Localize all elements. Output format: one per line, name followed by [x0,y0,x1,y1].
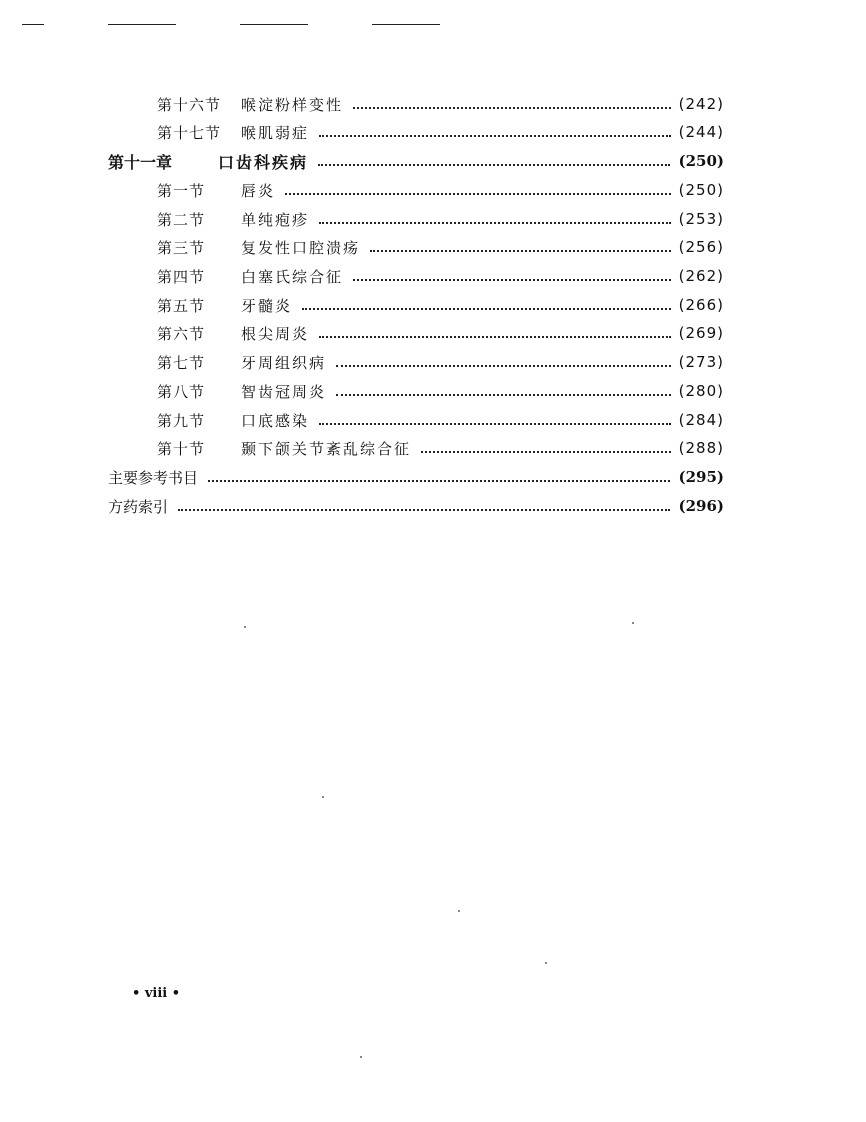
section-number: 第十七节 [157,123,222,142]
dot-leader [319,221,671,224]
dot-leader [319,422,671,425]
dot-leader [353,278,671,281]
scan-speck [322,796,324,798]
section-number: 第八节 [157,382,206,401]
page-number: (269) [678,324,724,342]
toc-entry[interactable] [157,262,724,290]
page-number: (288) [678,439,724,457]
page-number: (266) [678,296,724,314]
page-folio: • viii • [132,986,181,1001]
page-number: (250) [678,152,724,170]
scan-speck [632,622,634,624]
dot-leader [336,393,671,396]
toc-entry[interactable] [157,118,724,146]
section-title: 唇炎 [241,181,276,200]
scan-speck [360,1056,362,1058]
section-title: 单纯疱疹 [241,210,310,229]
section-number: 第十节 [157,439,206,458]
entry-title: 主要参考书目 [108,468,199,487]
page-number: (295) [678,468,724,486]
toc-entry[interactable] [157,348,724,376]
toc-entry[interactable] [157,319,724,347]
dot-leader [285,192,671,195]
page-number: (253) [678,210,724,228]
dot-leader [178,508,670,511]
dot-leader [302,307,671,310]
section-number: 第四节 [157,267,206,286]
dot-leader [370,249,671,252]
section-number: 第六节 [157,324,206,343]
scan-speck [545,962,547,964]
toc-entry[interactable] [157,434,724,462]
section-number: 第十六节 [157,95,222,114]
header-rule-3 [240,24,308,25]
section-number: 第三节 [157,238,206,257]
dot-leader [208,479,670,482]
dot-leader [319,335,671,338]
section-number: 第五节 [157,296,206,315]
page-number: (280) [678,382,724,400]
page-number: (250) [678,181,724,199]
section-number: 第一节 [157,181,206,200]
chapter-number: 第十一章 [108,152,173,172]
scan-speck [458,910,460,912]
dot-leader [421,450,671,453]
scan-speck [244,626,246,628]
toc-entry[interactable] [157,176,724,204]
toc-index-entry[interactable] [108,492,724,520]
toc-chapter-entry[interactable] [108,147,724,175]
section-title: 牙髓炎 [241,296,293,315]
toc-entry[interactable] [157,377,724,405]
page-number: (284) [678,411,724,429]
toc-entry[interactable] [157,291,724,319]
toc-bibliography-entry[interactable] [108,463,724,491]
page-number: (296) [678,497,724,515]
toc-entry[interactable] [157,205,724,233]
dot-leader [336,364,671,367]
section-title: 喉淀粉样变性 [241,95,344,114]
page-number: (244) [678,123,724,141]
section-title: 智齿冠周炎 [241,382,327,401]
section-number: 第七节 [157,353,206,372]
section-title: 白塞氏综合征 [241,267,344,286]
section-title: 口底感染 [241,411,310,430]
header-rule-1 [22,24,44,25]
header-rule-4 [372,24,440,25]
page-number: (273) [678,353,724,371]
page-number: (262) [678,267,724,285]
section-title: 复发性口腔溃疡 [241,238,361,257]
page-number: (256) [678,238,724,256]
toc-entry[interactable] [157,90,724,118]
section-title: 牙周组织病 [241,353,327,372]
chapter-title: 口齿科疾病 [218,152,309,172]
section-number: 第二节 [157,210,206,229]
section-title: 颞下颌关节紊乱综合征 [241,439,412,458]
page-number: (242) [678,95,724,113]
toc-entry[interactable] [157,233,724,261]
section-title: 根尖周炎 [241,324,310,343]
dot-leader [319,134,671,137]
toc-entry[interactable] [157,406,724,434]
entry-title: 方药索引 [108,497,169,516]
dot-leader [318,163,670,166]
section-number: 第九节 [157,411,206,430]
header-rule-2 [108,24,176,25]
section-title: 喉肌弱症 [241,123,310,142]
dot-leader [353,106,671,109]
